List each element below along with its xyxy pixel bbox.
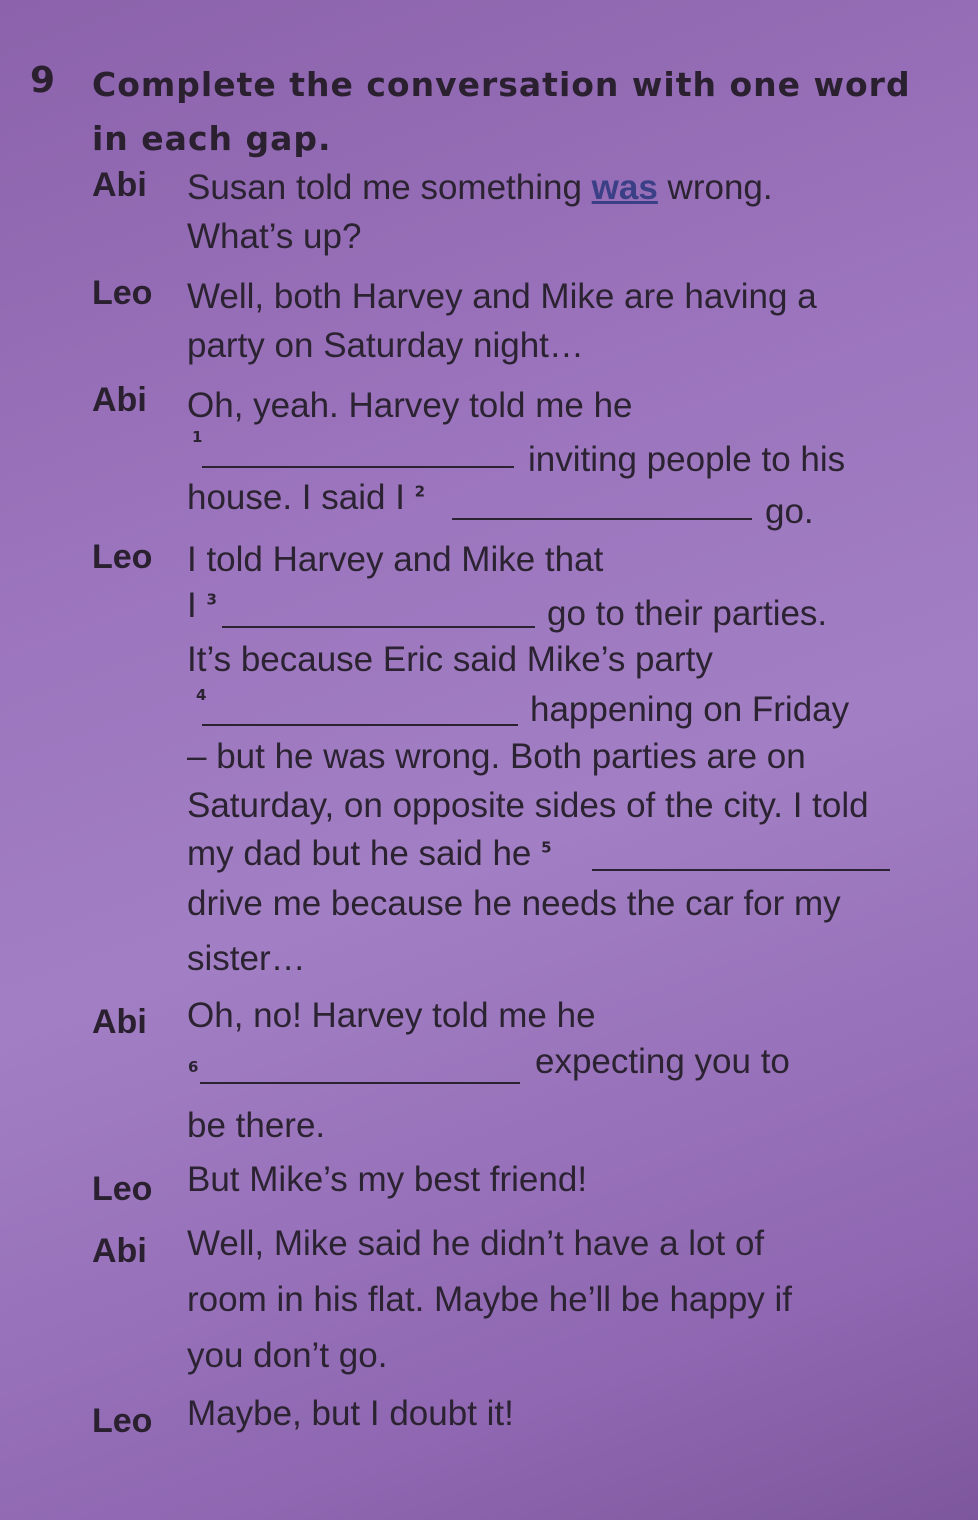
dialogue-line: Maybe, but I doubt it! <box>187 1394 514 1433</box>
dialogue-line: be there. <box>187 1106 326 1145</box>
dialogue-line <box>187 586 217 626</box>
dialogue-line: happening on Friday <box>530 690 850 729</box>
instruction-line-1: Complete the conversation with one word <box>92 65 911 104</box>
speaker-label: Abi <box>92 1003 147 1041</box>
gap-number-3: 3 <box>206 590 217 609</box>
dialogue-line: drive me because he needs the car for my <box>187 884 841 923</box>
dialogue-line: go to their parties. <box>547 594 828 633</box>
speaker-label: Abi <box>92 166 147 204</box>
speaker-label: Leo <box>92 1402 153 1440</box>
exercise-instruction <box>92 58 912 166</box>
example-answer: was <box>591 168 658 207</box>
dialogue-line: Saturday, on opposite sides of the city. I told <box>187 786 869 825</box>
dialogue-text: my dad but he said he <box>187 834 532 873</box>
exercise-number: 9 <box>30 60 56 101</box>
dialogue-line: I told Harvey and Mike that <box>187 540 604 579</box>
dialogue-line: sister… <box>187 939 306 978</box>
speaker-label: Abi <box>92 381 147 419</box>
dialogue-line: It’s because Eric said Mike’s party <box>187 640 713 679</box>
dialogue-text: wrong. <box>657 168 773 207</box>
dialogue-text: I <box>187 586 197 625</box>
speaker-label: Leo <box>92 1170 153 1208</box>
dialogue-line: – but he was wrong. Both parties are on <box>187 737 806 776</box>
dialogue-line: Well, both Harvey and Mike are having a <box>187 277 817 316</box>
dialogue-line: Oh, no! Harvey told me he <box>187 996 596 1035</box>
gap-3-blank[interactable] <box>222 626 535 628</box>
gap-5-blank[interactable] <box>592 869 890 871</box>
dialogue-line: room in his flat. Maybe he’ll be happy if <box>187 1280 793 1319</box>
speaker-label: Abi <box>92 1232 147 1270</box>
dialogue-line <box>187 168 773 208</box>
dialogue-text: house. I said I <box>187 478 405 517</box>
dialogue-line: party on Saturday night… <box>187 326 584 365</box>
gap-6-blank[interactable] <box>200 1082 520 1084</box>
speaker-label: Leo <box>92 538 153 576</box>
speaker-label: Leo <box>92 274 153 312</box>
gap-number-5: 5 <box>541 838 552 857</box>
dialogue-line: What’s up? <box>187 217 362 256</box>
dialogue-line: Oh, yeah. Harvey told me he <box>187 386 633 425</box>
gap-4-blank[interactable] <box>202 724 518 726</box>
gap-number-1: 1 <box>192 428 203 446</box>
dialogue-line <box>187 478 425 518</box>
dialogue-line: expecting you to <box>535 1042 790 1081</box>
gap-number-2: 2 <box>414 482 426 501</box>
dialogue-line <box>187 834 552 874</box>
dialogue-line: Well, Mike said he didn’t have a lot of <box>187 1224 765 1263</box>
dialogue-line: go. <box>765 492 814 531</box>
gap-number-6: 6 <box>188 1058 199 1076</box>
dialogue-line: you don’t go. <box>187 1336 388 1375</box>
dialogue-text: Susan told me something <box>187 168 592 207</box>
gap-2-blank[interactable] <box>452 518 752 520</box>
dialogue-line: inviting people to his <box>528 440 846 479</box>
gap-number-4: 4 <box>196 686 207 704</box>
instruction-line-2: in each gap. <box>92 119 332 158</box>
gap-1-blank[interactable] <box>202 466 514 468</box>
dialogue-line: But Mike’s my best friend! <box>187 1160 588 1199</box>
